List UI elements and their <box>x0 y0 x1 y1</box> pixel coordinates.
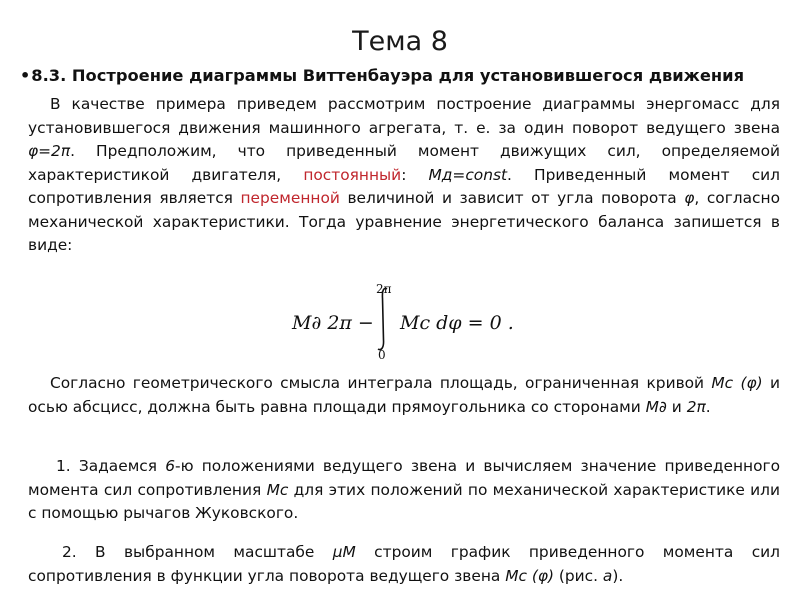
text: : <box>401 165 429 184</box>
text: В качестве примера приведем рассмотрим построение диаграммы энергомасс для установившегося движения машинного агрегата, т. е. за один поворот ведущего звена <box>28 95 780 137</box>
text: , согласно механической характеристики. Тогда уравнение энергетического баланса запишется в виде: <box>28 189 780 254</box>
text: 2. В выбранном масштабе <box>62 543 333 561</box>
paragraph-step-2 <box>28 541 780 588</box>
math-inline: Mд=const <box>428 165 508 184</box>
text: и осью абсцисс, должна быть равна площади прямоугольника со сторонами <box>28 374 780 416</box>
paragraph-intro <box>28 93 780 258</box>
highlight-text: переменной <box>240 189 340 207</box>
text: ). <box>612 566 624 585</box>
math-inline: φ=2π <box>28 142 71 160</box>
math-inline: Mc (φ) <box>711 374 763 392</box>
formula-left: M∂ 2π − <box>292 312 374 334</box>
bullet-dot: • <box>20 66 31 85</box>
text: . <box>705 397 711 416</box>
math-inline: μM <box>332 543 356 561</box>
formula-right: Mc dφ = 0 . <box>400 312 514 334</box>
math-inline: 2π <box>686 397 706 416</box>
math-inline: 6 <box>165 457 176 475</box>
integral-lower-limit: 0 <box>378 348 386 362</box>
integral-sign-icon <box>374 286 392 352</box>
math-inline: M∂ <box>645 397 667 416</box>
highlight-text: постоянный <box>303 165 402 184</box>
text: -ю положениями ведущего звена и вычисляем значение приведенного момента сил сопротивления <box>28 457 780 499</box>
text: (рис. <box>554 566 603 585</box>
integral-upper-limit: 2π <box>376 282 392 296</box>
section-heading-text: 8.3. Построение диаграммы Виттенбауэра для установившегося движения <box>31 66 745 85</box>
text: . Предположим, что приведенный момент движущих сил, определяемой характеристикой двигателя, <box>28 142 780 184</box>
section-heading <box>20 66 790 85</box>
text: для этих положений по механической характеристике или с помощью рычагов Жуковского. <box>28 480 780 522</box>
slide-title: Тема 8 <box>352 26 448 57</box>
paragraph-geometry <box>28 372 780 419</box>
math-inline: Mc (φ) <box>505 566 554 585</box>
math-inline: а <box>602 566 613 585</box>
paragraph-step-1 <box>28 455 780 526</box>
text: 1. Задаемся <box>56 457 166 475</box>
text: и <box>666 397 687 416</box>
text: . Приведенный момент сил сопротивления является <box>28 165 781 207</box>
math-inline: Mc <box>266 480 289 499</box>
text: строим график приведенного момента сил сопротивления в функции угла поворота ведущего звена <box>28 543 780 585</box>
math-inline: φ <box>684 189 695 207</box>
text: Согласно геометрического смысла интеграла площадь, ограниченная кривой <box>50 374 712 392</box>
text: величиной и зависит от угла поворота <box>339 189 685 207</box>
energy-balance-formula <box>0 282 800 364</box>
